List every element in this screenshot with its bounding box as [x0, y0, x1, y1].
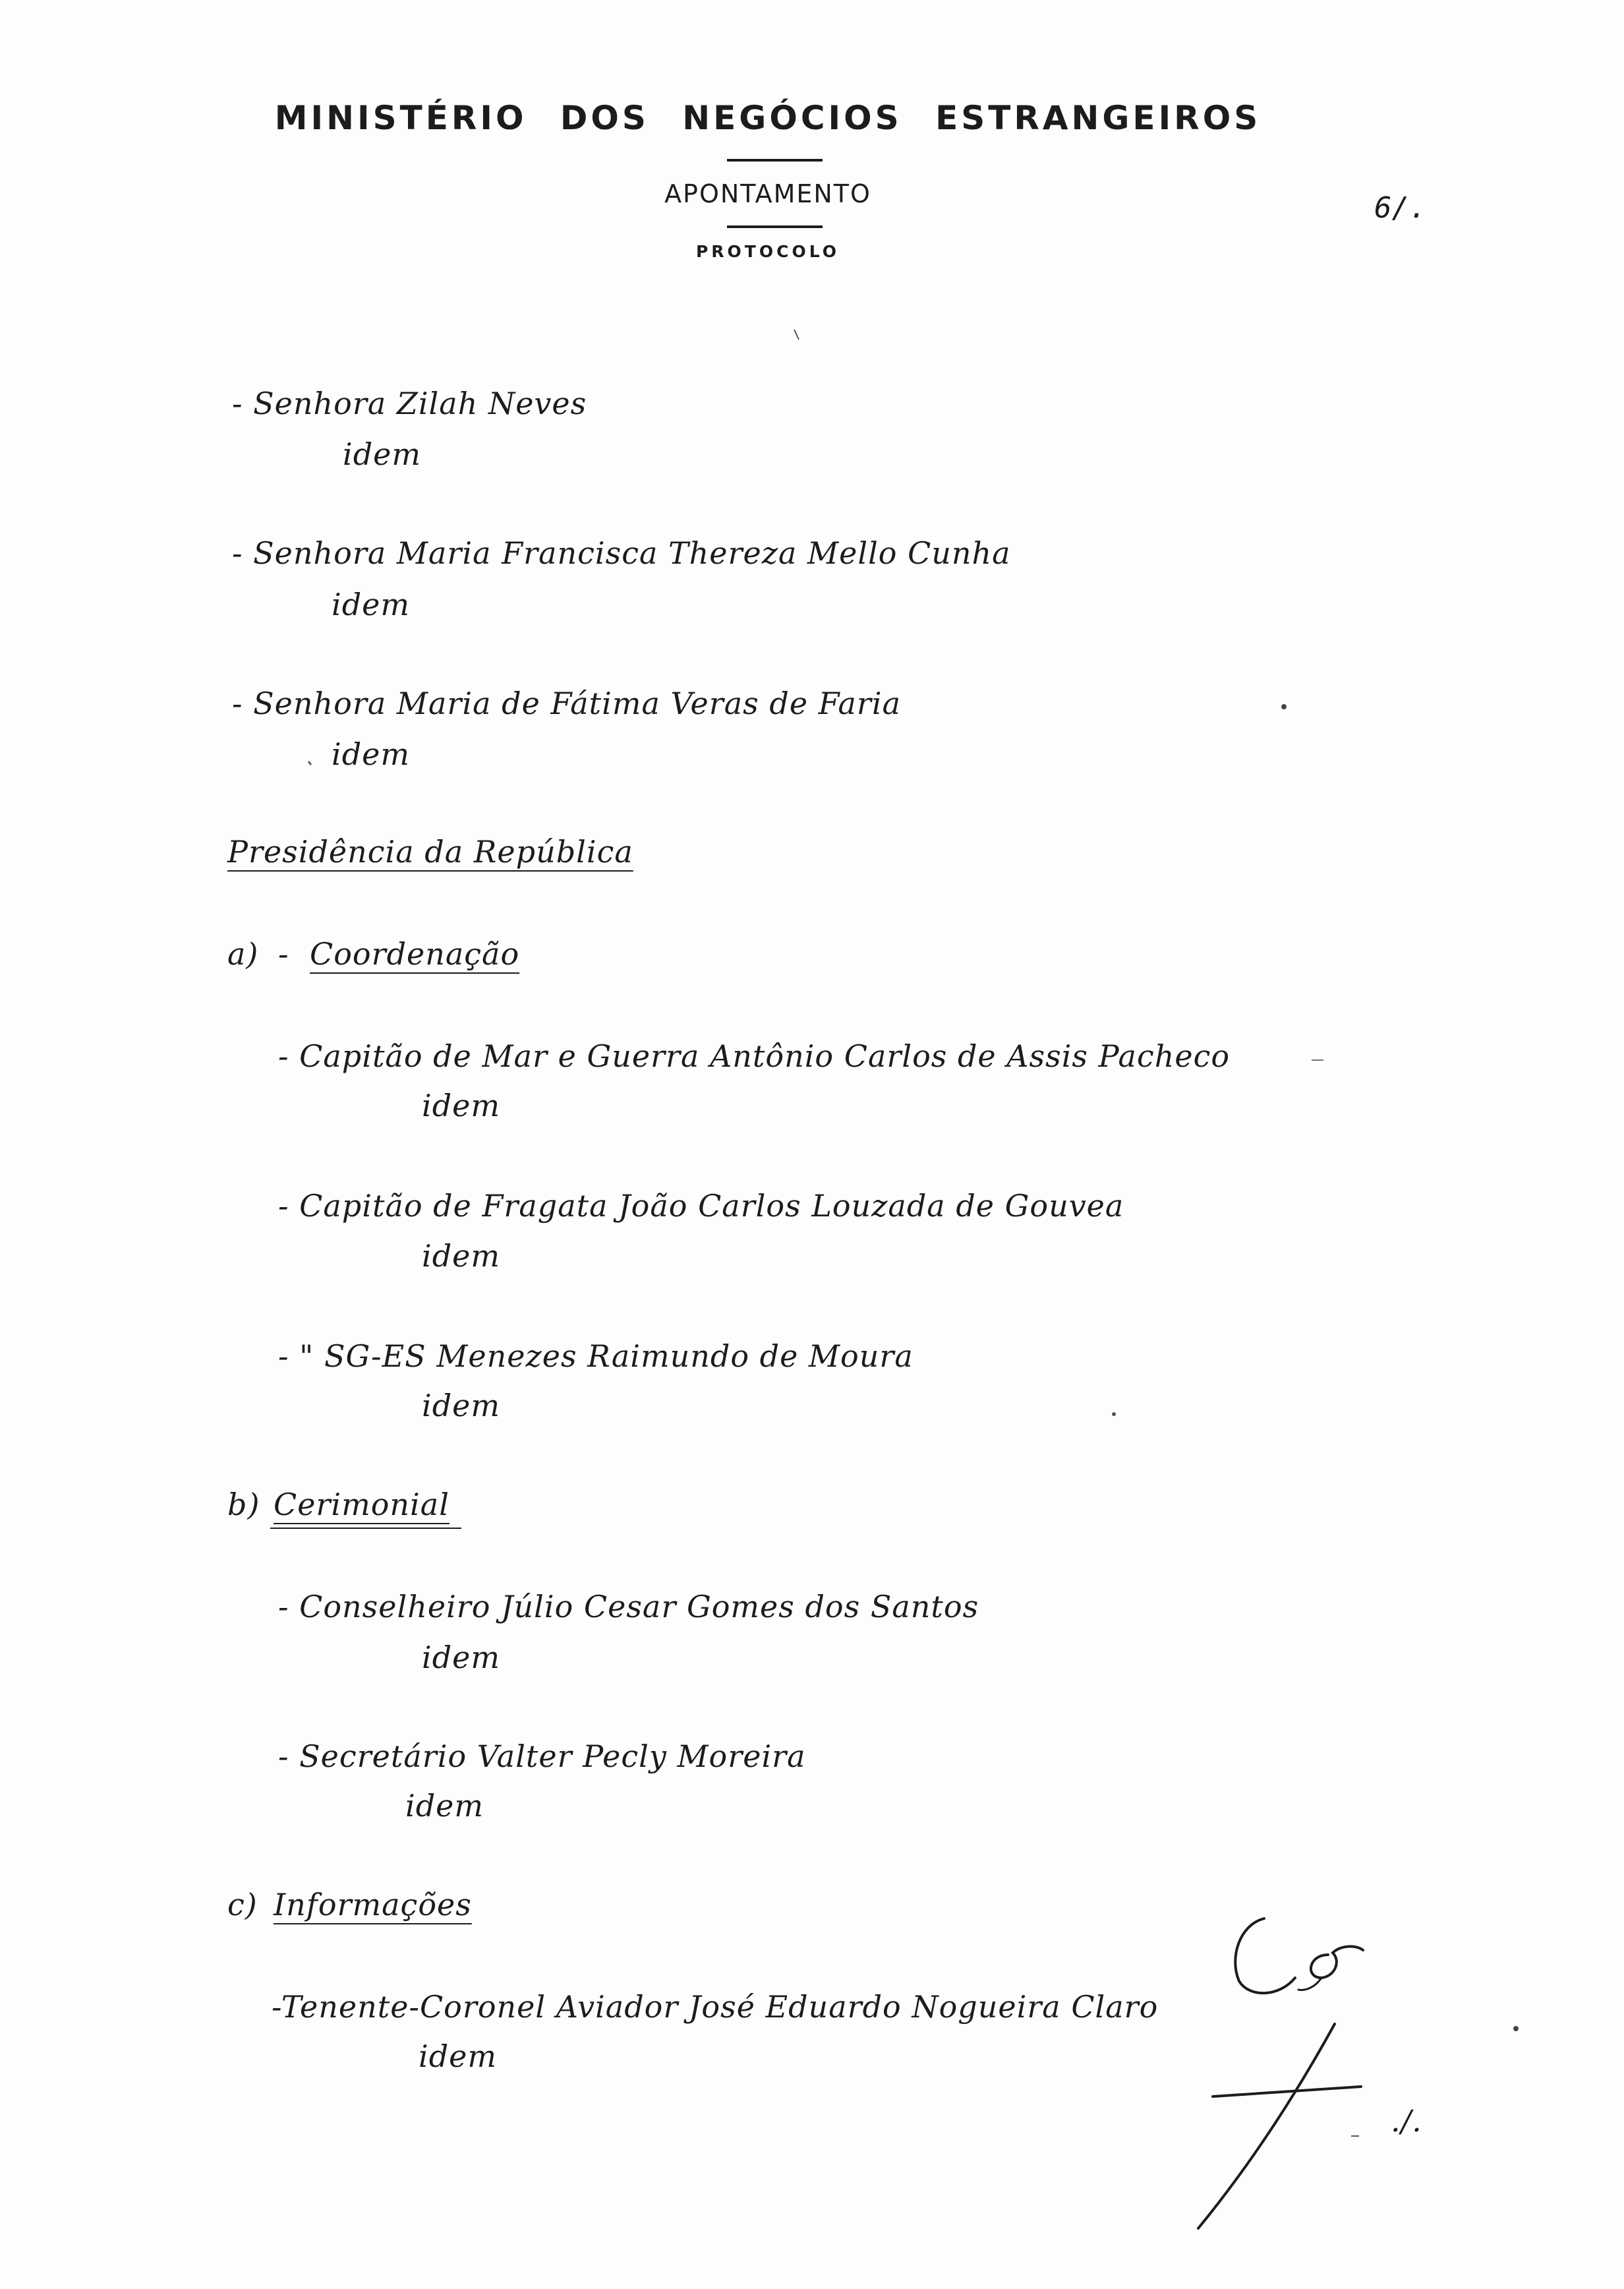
signature: [1186, 1899, 1463, 2242]
document-type: APONTAMENTO: [664, 179, 871, 208]
ministry-title: MINISTÉRIO DOS NEGÓCIOS ESTRANGEIROS: [274, 99, 1262, 137]
subsection-rule: [270, 1528, 461, 1529]
entry-note: idem: [422, 1088, 500, 1123]
entry-name: - Senhora Maria de Fátima Veras de Faria: [232, 686, 902, 721]
entry-note: idem: [343, 436, 421, 472]
entry-note: idem: [422, 1640, 500, 1675]
subsection-title: Coordenação: [310, 936, 520, 972]
section-title: Presidência da República: [227, 834, 633, 870]
entry-name: - Conselheiro Júlio Cesar Gomes dos Santos: [278, 1589, 979, 1624]
entry-name: - Senhora Maria Francisca Thereza Mello Cunha: [232, 535, 1011, 571]
header-rule-2: [727, 225, 823, 228]
header-rule-1: [727, 159, 823, 162]
entry-note: idem: [419, 2038, 497, 2074]
entry-name: - Senhora Zilah Neves: [232, 386, 587, 421]
entry-note: idem: [422, 1388, 500, 1423]
entry-name: - Secretário Valter Pecly Moreira: [278, 1739, 806, 1774]
subsection-letter: c): [227, 1887, 258, 1922]
entry-name: - Capitão de Fragata João Carlos Louzada de Gouvea: [278, 1188, 1124, 1224]
department: PROTOCOLO: [695, 242, 840, 261]
entry-note: idem: [422, 1238, 500, 1274]
continuation-mark: ./.: [1391, 2103, 1422, 2139]
subsection-title: Cerimonial: [274, 1487, 450, 1522]
entry-name: -Tenente-Coronel Aviador José Eduardo Nogueira Claro: [272, 1989, 1159, 2025]
subsection-letter: b): [227, 1487, 260, 1522]
entry-note: idem: [332, 587, 410, 622]
subsection-dash: -: [278, 936, 289, 972]
subsection-letter: a): [227, 936, 259, 972]
entry-name: - " SG-ES Menezes Raimundo de Moura: [278, 1338, 914, 1374]
page-number: 6/.: [1374, 191, 1427, 225]
entry-name: - Capitão de Mar e Guerra Antônio Carlos de Assis Pacheco: [278, 1038, 1231, 1074]
entry-note: idem: [405, 1788, 484, 1824]
entry-note: idem: [332, 736, 410, 772]
subsection-title: Informações: [274, 1887, 472, 1922]
